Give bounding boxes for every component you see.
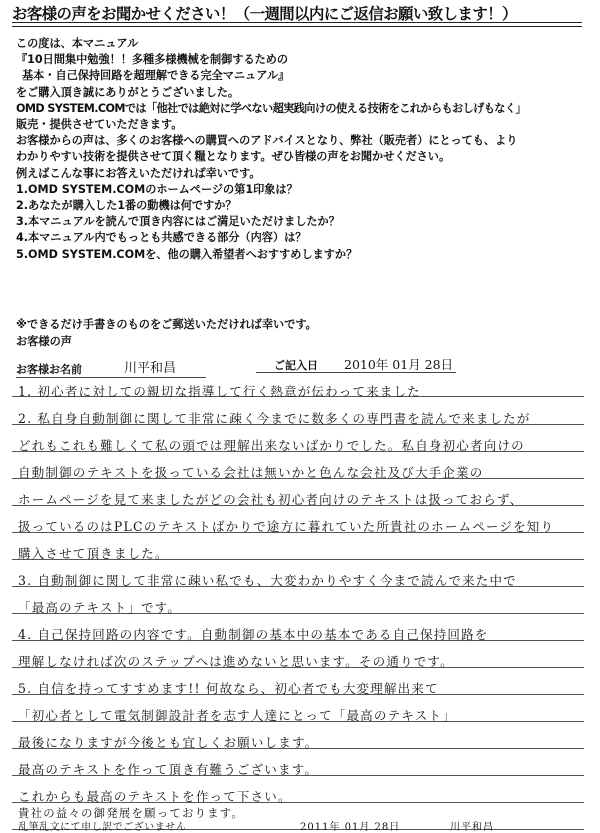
intro-line: をご購入頂き誠にありがとうございました。 bbox=[16, 85, 240, 99]
question-3: 3.本マニュアルを読んで頂き内容にはご満足いただけましたか？ bbox=[16, 215, 340, 229]
date-label: ご記入日 bbox=[274, 359, 318, 372]
intro-line: 販売・提供させていただきます。 bbox=[16, 118, 183, 132]
date-underline bbox=[256, 372, 456, 373]
page-title: お客様の声をお聞かせください！（一週間以内にご返信お願い致します！） bbox=[12, 5, 517, 23]
date-value: 2010年 01月 28日 bbox=[344, 357, 454, 372]
handwritten-line: 3. 自動制御に関して非常に疎い私でも、大変わかりやすく今まで読んで来た中で bbox=[18, 573, 517, 588]
handwritten-line: ホームページを見て来ましたがどの会社も初心者向けのテキストは扱っておらず、 bbox=[18, 492, 524, 507]
handwritten-line: どれもこれも難しくて私の頭では理解出来ないばかりでした。私自身初心者向けの bbox=[18, 438, 525, 453]
intro-text bbox=[16, 36, 592, 263]
handwritten-line: 扱っているのはPLCのテキストばかりで途方に暮れていた所貴社のホームページを知り bbox=[18, 519, 555, 534]
intro-line: お客様からの声は、多くのお客様への購買へのアドバイスとなり、弊社（販売者）にとっても、より bbox=[16, 134, 518, 148]
intro-line: わかりやすい技術を提供させて頂く糧となります。ぜひ皆様の声をお聞かせください。 bbox=[16, 150, 451, 164]
title-underline-1 bbox=[12, 22, 582, 23]
handwritten-line: 「最高のテキスト」です。 bbox=[18, 600, 182, 615]
name-underline bbox=[16, 377, 206, 378]
handwritten-line: 5. 自信を持ってすすめます!! 何故なら、初心者でも大変理解出来て bbox=[18, 681, 439, 696]
handwritten-line: 4. 自己保持回路の内容です。自動制御の基本中の基本である自己保持回路を bbox=[18, 627, 489, 642]
handwritten-line: 貴社の益々の御発展を願っております。 bbox=[18, 806, 245, 820]
title-underline-2 bbox=[12, 26, 582, 27]
question-2: 2.あなたが購入した1番の動機は何ですか？ bbox=[16, 199, 237, 213]
intro-line: 『10日間集中勉強！！多種多様機械を制御するための bbox=[16, 53, 289, 67]
handwritten-line: 購入させて頂きました。 bbox=[18, 546, 169, 561]
closing-note: ※できるだけ手書きのものをご郵送いただければ幸いです。 bbox=[16, 318, 317, 331]
intro-line: この度は、本マニュアル bbox=[16, 37, 139, 50]
intro-line: 基本・自己保持回路を超理解できる完全マニュアル』 bbox=[21, 69, 290, 83]
name-value: 川平和昌 bbox=[124, 361, 177, 376]
question-4: 4.本マニュアル内でもっとも共感できる部分（内容）は？ bbox=[16, 231, 307, 245]
handwritten-line: 最後になりますが今後とも宜しくお願いします。 bbox=[18, 735, 319, 750]
question-1: 1.OMD SYSTEM.COMのホームページの第1印象は？ bbox=[16, 182, 298, 196]
handwritten-line: 「初心者として電気制御設計者を志す人達にとって「最高のテキスト」 bbox=[18, 708, 456, 723]
handwritten-line: 自動制御のテキストを扱っている会社は無いかと色んな会社及び大手企業の bbox=[18, 465, 484, 480]
signature-name: 川平和昌 bbox=[450, 822, 494, 833]
handwritten-line: 2. 私自身自動制御に関して非常に疎く今までに数多くの専門書を読んで来ましたが bbox=[18, 411, 531, 426]
intro-line: OMD SYSTEM.COMでは「他社では絶対に学べない超実践向けの使える技術をこれからもおしげもなく」 bbox=[16, 101, 526, 115]
handwritten-line: 乱筆乱文にて申し訳でございません bbox=[18, 822, 187, 833]
intro-line: 例えばこんな事にお答えいただければ幸いです。 bbox=[16, 166, 261, 180]
signature-date: 2011年 01月 28日 bbox=[300, 822, 401, 833]
voice-section-label: お客様の声 bbox=[16, 335, 72, 348]
handwritten-line: 最高のテキストを作って頂き有難うございます。 bbox=[18, 762, 319, 777]
handwritten-line: 理解しなければ次のステップへは進めないと思います。その通りです。 bbox=[18, 654, 454, 669]
name-label: お客様お名前 bbox=[16, 363, 82, 376]
handwritten-line: 1. 初心者に対しての親切な指導して行く熱意が伝わって来ました bbox=[18, 384, 421, 399]
handwritten-line: これからも最高のテキストを作って下さい。 bbox=[18, 789, 292, 804]
question-5: 5.OMD SYSTEM.COMを、他の購入希望者へおすすめしますか？ bbox=[16, 247, 358, 261]
